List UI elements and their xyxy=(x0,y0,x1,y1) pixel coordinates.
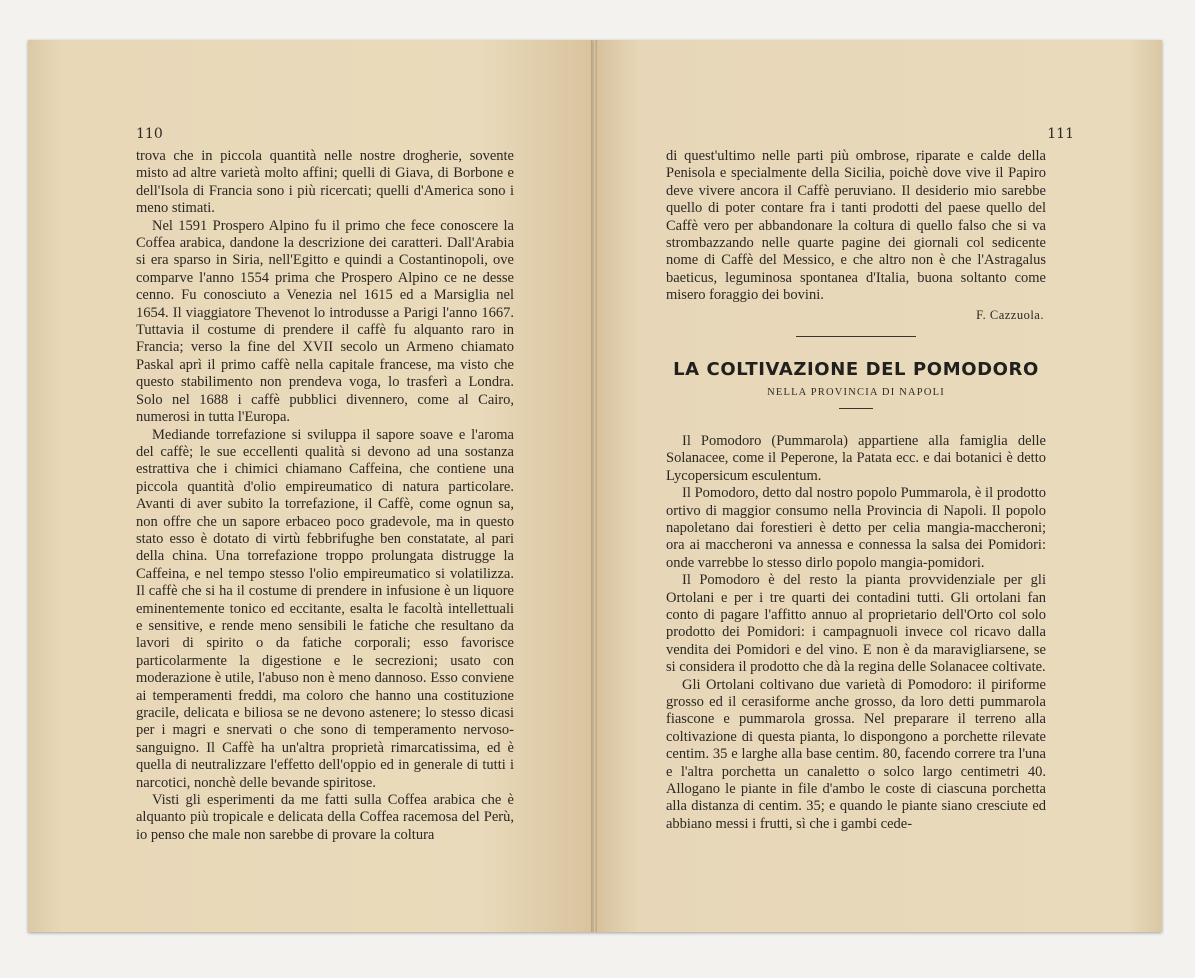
right-page xyxy=(594,40,1162,932)
article-subtitle: NELLA PROVINCIA DI NAPOLI xyxy=(767,387,945,399)
right-page-text xyxy=(666,148,1046,833)
paragraph: Il Pomodoro, detto dal nostro popolo Pummarola, è il prodotto ortivo di maggior consumo nella Provincia di Napoli. Il popolo napoletano dai forestieri è detto per celia mangia-maccheroni; ora ai maccheroni va annessa e connessa la salsa dei Pomidori: onde varrebbe lo stesso dirlo popolo mangia-pomidori. xyxy=(666,485,1046,571)
book-spread xyxy=(28,40,1162,932)
paragraph: Nel 1591 Prospero Alpino fu il primo che fece conoscere la Coffea arabica, dandone la descrizione dei caratteri. Dall'Arabia si era sparso in Siria, nell'Egitto e quindi a Costantinopoli, ove comparve l'anno 1554 prima che Prospero Alpino ce ne desse cenno. Fu conosciuto a Venezia nel 1615 ed a Marsiglia nel 1654. Il viaggiatore Thevenot lo introdusse a Parigi l'anno 1667. Tuttavia il costume di prendere il caffè fu alquanto raro in Francia; verso la fine del XVII secolo un Armeno chiamato Paskal aprì il primo caffè nella capitale francese, ma visto che questo stabilimento non prendeva voga, lo trasferì a Londra. Solo nel 1688 i caffè pubblici divennero, come al Cairo, numerosi in tutta l'Europa. xyxy=(136,217,514,426)
section-divider xyxy=(796,336,916,337)
book-gutter xyxy=(591,40,597,932)
paragraph: Gli Ortolani coltivano due varietà di Pomodoro: il piriforme grosso ed il cerasiforme anche grosso, da loro detti pummarola fiascone e pummarola grossa. Nel preparare il terreno alla coltivazione di questa pianta, lo dispongono a porchette rilevate centim. 35 e larghe alla base centim. 80, facendo correre tra l'una e l'altra porchetta un canaletto o solco largo centimetri 40. Allogano le piante in file d'ambo le coste di ciascuna porchetta alla distanza di centim. 35; e quando le piante siano cresciute ed abbiano messi i frutti, sì che i gambi cede- xyxy=(666,676,1046,832)
paragraph: Il Pomodoro è del resto la pianta provvidenziale per gli Ortolani e per i tre quarti dei contadini tutti. Gli ortolani fan conto di pagare l'affitto annuo al proprietario dell'Orto col solo prodotto dei Pomidori: i campagnuoli invece col ricavo dalla vendita dei Pomidori e del vino. E non è da maravigliarsene, se si considera il prodotto che dà la regina delle Solanacee coltivate. xyxy=(666,572,1046,676)
paragraph: Visti gli esperimenti da me fatti sulla Coffea arabica che è alquanto più tropicale e delicata della Coffea racemosa del Perù, io penso che male non sarebbe di provare la coltura xyxy=(136,792,514,843)
article-title: LA COLTIVAZIONE DEL POMODORO xyxy=(673,359,1039,381)
page-number-left: 110 xyxy=(136,126,163,142)
paragraph: Il Pomodoro (Pummarola) appartiene alla famiglia delle Solanacee, come il Peperone, la Patata ecc. e dai botanici è detto Lycopersicum esculentum. xyxy=(666,432,1046,484)
left-page-text xyxy=(136,148,514,844)
paragraph: Mediande torrefazione si sviluppa il sapore soave e l'aroma del caffè; le sue eccellenti qualità si devono ad una sostanza estrattiva che i chimici chiamano Caffeina, che contiene una piccola quantità d'olio empireumatico di natura particolare. Avanti di aver subito la torrefazione, il Caffè, come ognun sa, non offre che un sapore erbaceo poco gradevole, ma in questo stato esso è dotato di virtù febbrifughe ben constatate, al pari della china. Una torrefazione troppo prolungata distrugge la Caffeina, e nel tempo stesso l'olio empireumatico si volatilizza. Il caffè che si ha il costume di prendere in infusione è un liquore eminentemente tonico ed eccitante, esalta le facoltà intellettuali e sensitive, e rende meno sensibili le fatiche che resultano da lavori di spirito o da fatiche corporali; esso favorisce particolarmente la digestione e le secrezioni; usato con moderazione è utile, l'abuso non è meno dannoso. Esso conviene ai temperamenti freddi, ma coloro che hanno una costituzione gracile, delicata e biliosa se ne devono astenere; lo stesso dicasi per i magri e snervati o che sono di temperamento nervoso-sanguigno. Il Caffè ha un'altra proprietà rimarcatissima, ed è quella di neutralizzare l'effetto dell'oppio ed in generale di tutti i narcotici, nonchè delle bevande spiritose. xyxy=(136,426,514,791)
author-signature: F. Cazzuola. xyxy=(976,307,1044,322)
left-page xyxy=(28,40,594,932)
paragraph: trova che in piccola quantità nelle nostre drogherie, sovente misto ad altre varietà molto affini; quelli di Giava, di Borbone e dell'Isola di Francia sono i più ricercati; quelli d'America sono i meno stimati. xyxy=(136,148,514,217)
page-number-right: 111 xyxy=(1047,126,1074,142)
paragraph: di quest'ultimo nelle parti più ombrose, riparate e calde della Penisola e specialmente della Sicilia, poichè dove vive il Papiro deve vivere ancora il Caffè peruviano. Il desiderio mio sarebbe quello di poter contare fra i tanti prodotti del paese quello del Caffè vero per abbandonare la coltura di quello falso che si va strombazzando nelle quarte pagine dei giornali col sedicente nome di Caffè del Messico, e che altro non è che l'Astragalus baeticus, leguminosa spontanea d'Italia, buona soltanto come misero foraggio dei bovini. xyxy=(666,148,1046,304)
